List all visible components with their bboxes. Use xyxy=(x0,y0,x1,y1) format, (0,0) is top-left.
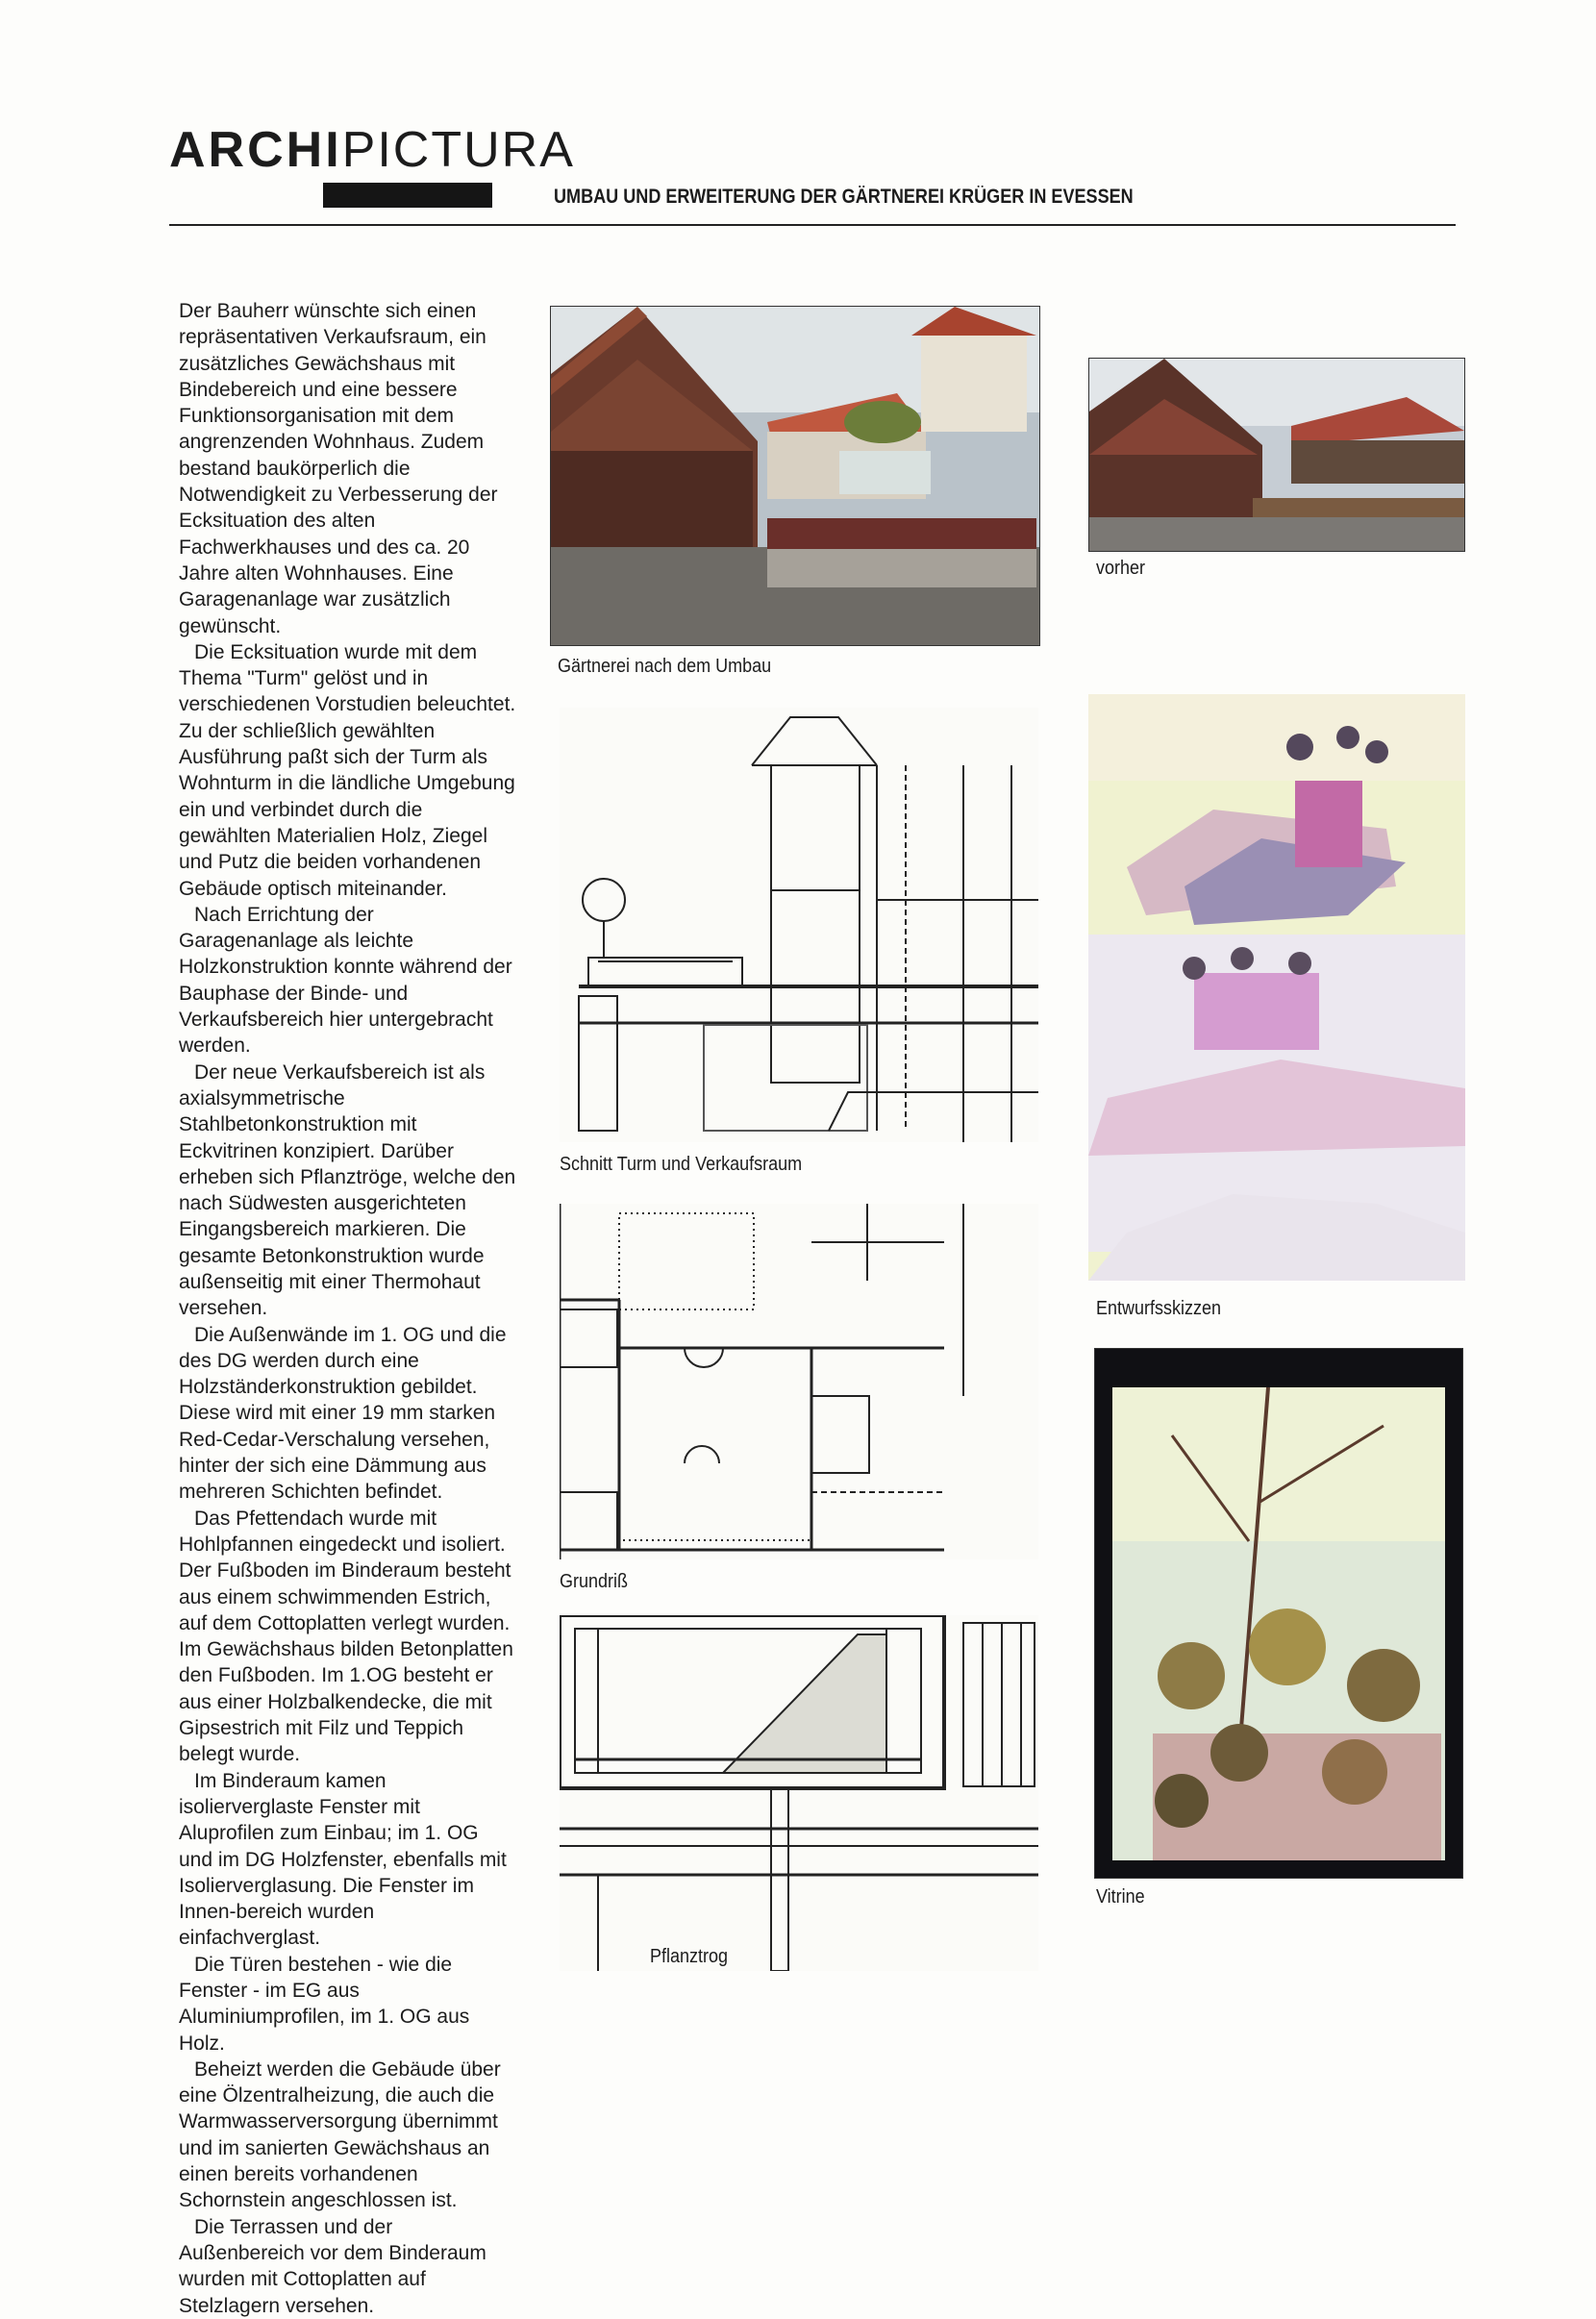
article-headline: UMBAU UND ERWEITERUNG DER GÄRTNEREI KRÜGER IN EVESSEN xyxy=(554,186,1134,208)
paragraph: Die Türen bestehen - wie die Fenster - im EG aus Aluminiumprofilen, im 1. OG aus Holz. xyxy=(179,1953,470,2055)
caption-section: Schnitt Turm und Verkaufsraum xyxy=(560,1154,803,1175)
caption-sketches: Entwurfsskizzen xyxy=(1096,1298,1222,1319)
paragraph: Der Fußboden im Binderaum besteht aus einem schwimmenden Estrich, auf dem Cottoplatten verlegt wurden. xyxy=(179,1559,511,1634)
caption-window: Vitrine xyxy=(1096,1886,1145,1908)
paragraph: Die Außenwände im 1. OG und die des DG werden durch eine Holzständerkonstruktion gebildet. Diese wird mit einer 19 mm starken Red-Cedar-Verschalung versehen, hinter der sich eine Dämmung aus mehreren Schichten befindet. xyxy=(179,1323,507,1504)
header-rule xyxy=(169,224,1456,226)
article-body xyxy=(179,298,517,2319)
paragraph: Das Pfettendach wurde mit Hohlpfannen eingedeckt und isoliert. xyxy=(179,1507,506,1556)
paragraph: Der Bauherr wünschte sich einen repräsentativen Verkaufsraum, ein zusätzliches Gewächshaus mit Bindebereich und eine bessere Funktionsorganisation mit dem angrenzenden Wohnhaus. Zudem bestand baukörperlich die Notwendigkeit zu Verbesserung der Ecksituation des alten Fachwerkhauses und des ca. 20 Jahre alten Wohnhauses. Eine Garagenanlage war zusätzlich gewünscht. xyxy=(179,300,498,637)
photo-before xyxy=(1088,358,1465,552)
photo-after-renovation xyxy=(550,306,1040,646)
brand-light: PICTURA xyxy=(341,122,575,178)
caption-before: vorher xyxy=(1096,558,1146,579)
caption-after: Gärtnerei nach dem Umbau xyxy=(558,656,772,677)
paragraph: Die Terrassen und der Außenbereich vor dem Binderaum wurden mit Cottoplatten auf Stelzlagern versehen. xyxy=(179,2215,486,2317)
paragraph: Nach Errichtung der Garagenanlage als leichte Holzkonstruktion konnte während der Bauphase der Binde- und Verkaufsbereich hier untergebracht werden. xyxy=(179,903,512,1058)
section-drawing xyxy=(560,708,1038,1142)
paragraph: Im Gewächshaus bilden Betonplatten den Fußboden. Im 1.OG besteht er aus einer Holzbalkendecke, die mit Gipsestrich mit Filz und Teppich belegt wurde. xyxy=(179,1638,513,1766)
paragraph: Beheizt werden die Gebäude über eine Ölzentralheizung, die auch die Warmwasserversorgung übernimmt und im sanierten Gewächshaus an einen bereits vorhandenen Schornstein angeschlossen ist. xyxy=(179,2057,501,2212)
paragraph: Die Ecksituation wurde mit dem Thema "Turm" gelöst und in verschiedenen Vorstudien beleuchtet. Zu der schließlich gewählten Ausführung paßt sich der Turm als Wohnturm in die ländliche Umgebung ein und verbindet durch die gewählten Materialien Holz, Ziegel und Putz die beiden vorhandenen Gebäude optisch miteinander. xyxy=(179,640,516,900)
design-sketches xyxy=(1088,694,1465,1281)
brand-bold: ARCHI xyxy=(169,122,342,178)
caption-plan: Grundriß xyxy=(560,1571,629,1592)
brand-logo xyxy=(169,122,575,178)
paragraph: Der neue Verkaufsbereich ist als axialsymmetrische Stahlbetonkonstruktion mit Eckvitrinen konzipiert. Darüber erheben sich Pflanztröge, welche den nach Südwesten ausgerichteten Eingangsbereich markieren. Die gesamte Betonkonstruktion wurde außenseitig mit einer Thermohaut versehen. xyxy=(179,1060,516,1320)
paragraph: Im Binderaum kamen isolierverglaste Fenster mit Aluprofilen zum Einbau; im 1. OG und im DG Holzfenster, ebenfalls mit Isolierverglasung. Die Fenster im Innen-bereich wurden einfachverglast. xyxy=(179,1769,507,1950)
floor-plan xyxy=(560,1204,1038,1559)
photo-display-window xyxy=(1094,1348,1463,1879)
brand-bar xyxy=(323,183,492,208)
planter-drawing xyxy=(560,1615,1038,1971)
caption-planter: Pflanztrog xyxy=(650,1946,729,1967)
